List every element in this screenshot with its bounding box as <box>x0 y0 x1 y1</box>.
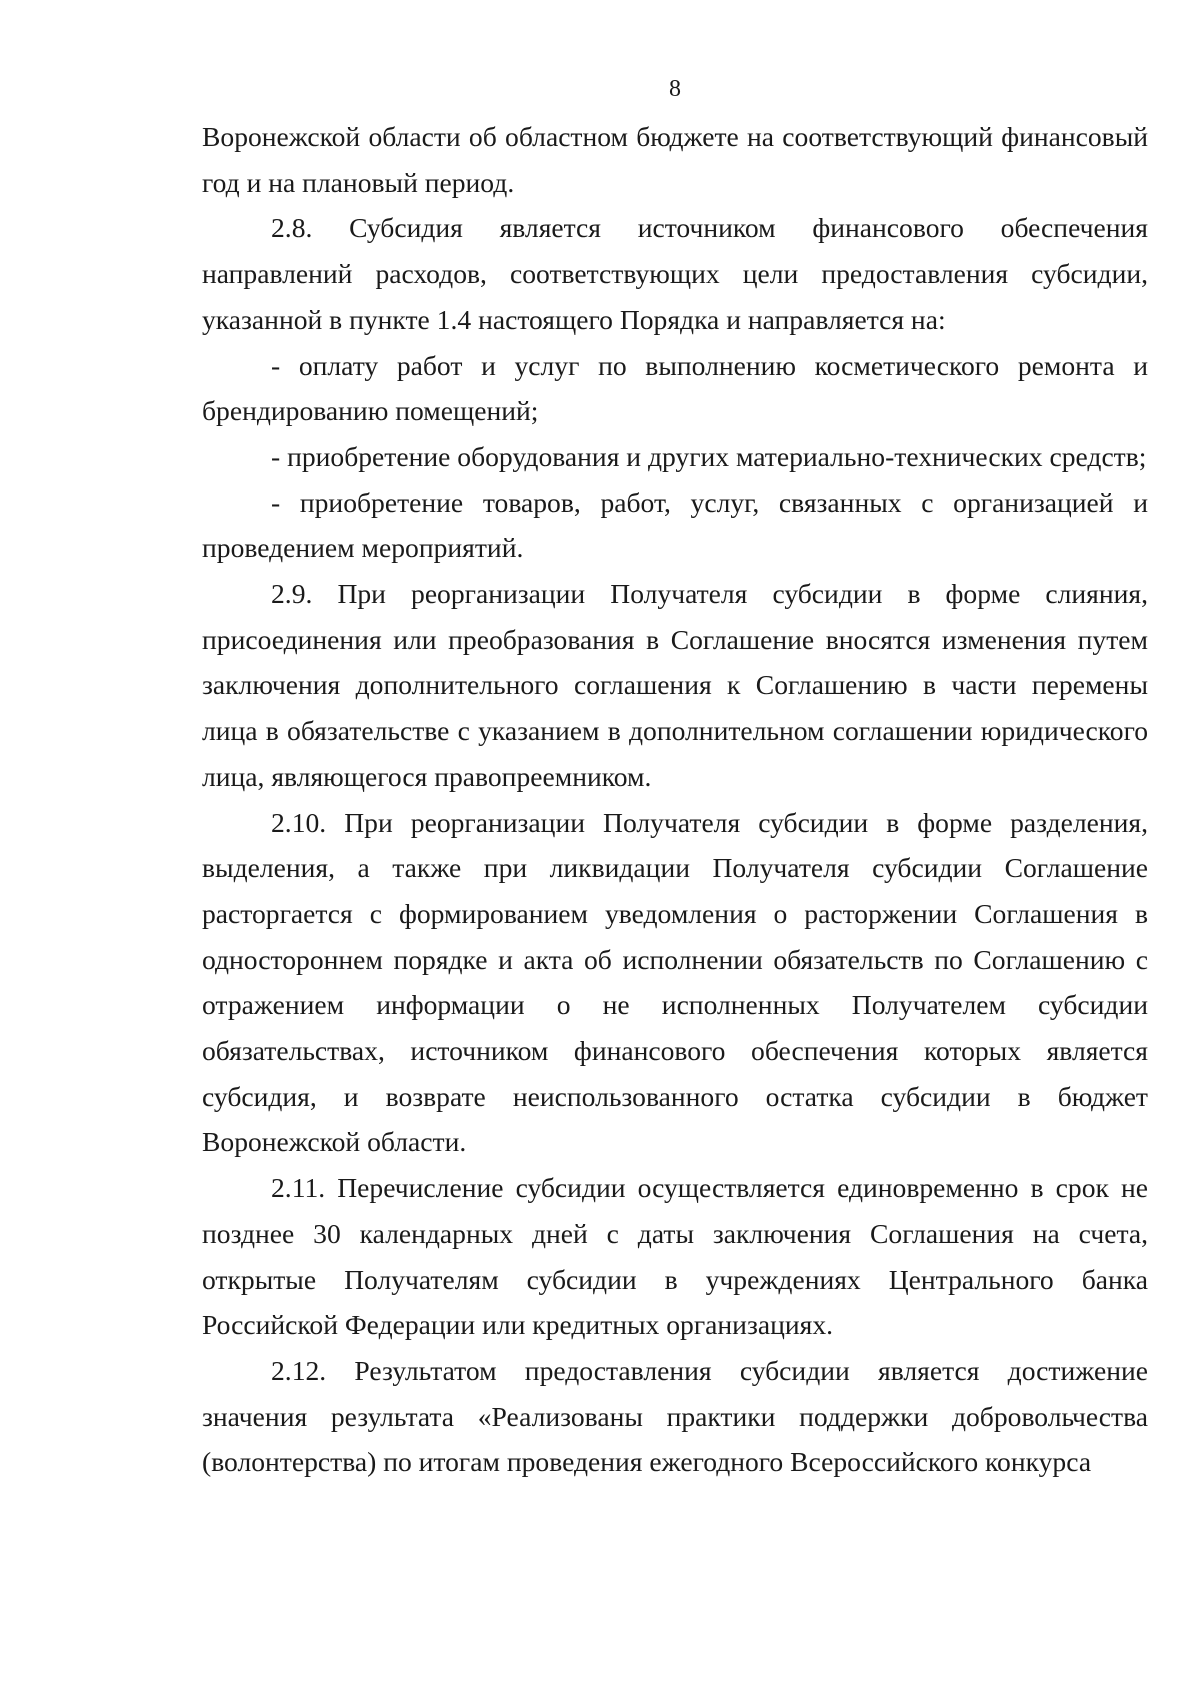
list-item-equipment: - приобретение оборудования и других материально-технических средств; <box>271 440 1147 472</box>
paragraph-2-12: 2.12. Результатом предоставления субсидии является достижение значения результата «Реализованы практики поддержки добровольчества (волонтерства) по итогам проведения ежегодного Всероссийского конкурса <box>202 1354 1148 1478</box>
paragraph-2-11: 2.11. Перечисление субсидии осуществляется единовременно в срок не позднее 30 календарных дней с даты заключения Соглашения на счета, открытые Получателям субсидии в учреждениях Центрального банка Российской Федерации или кредитных организациях. <box>202 1172 1148 1341</box>
paragraph-2-9: 2.9. При реорганизации Получателя субсидии в форме слияния, присоединения или преобразования в Соглашение вносятся изменения путем заключения дополнительного соглашения к Соглашению в части перемены лица в обязательстве с указанием в дополнительном соглашении юридического лица, являющегося правопреемником. <box>202 578 1148 792</box>
list-item-repair: - оплату работ и услуг по выполнению косметического ремонта и брендированию помещений; <box>202 349 1148 427</box>
document-body <box>202 114 1148 1485</box>
paragraph-continuation: Воронежской области об областном бюджете на соответствующий финансовый год и на плановый период. <box>202 121 1148 198</box>
paragraph-2-8: 2.8. Субсидия является источником финансового обеспечения направлений расходов, соответствующих цели предоставления субсидии, указанной в пункте 1.4 настоящего Порядка и направляется на: <box>202 212 1148 335</box>
list-item-events: - приобретение товаров, работ, услуг, связанных с организацией и проведением мероприятий. <box>202 486 1148 564</box>
paragraph-2-10: 2.10. При реорганизации Получателя субсидии в форме разделения, выделения, а также при ликвидации Получателя субсидии Соглашение расторгается с формированием уведомления о расторжении Соглашения в одностороннем порядке и акта об исполнении обязательств по Соглашению с отражением информации о не исполненных Получателем субсидии обязательствах, источником финансового обеспечения которых является субсидия, и возврате неиспользованного остатка субсидии в бюджет Воронежской области. <box>202 806 1148 1158</box>
page-number: 8 <box>669 76 681 102</box>
